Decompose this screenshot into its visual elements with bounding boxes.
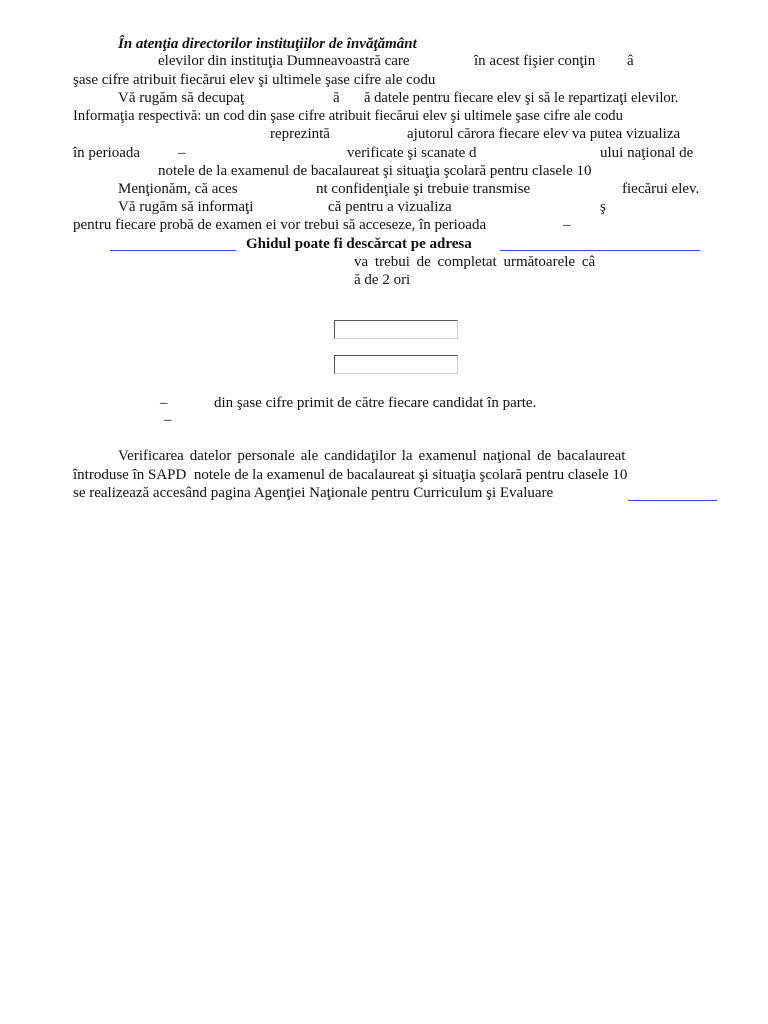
document-heading: În atenţia directorilor instituţiilor de învăţământ bbox=[118, 36, 417, 52]
text-line: ă bbox=[333, 90, 340, 106]
text-line: verificate şi scanate d bbox=[347, 145, 477, 161]
guide-link-underline-left[interactable] bbox=[110, 250, 236, 251]
text-line: ului naţional de bbox=[600, 145, 694, 161]
text-line: â bbox=[627, 53, 634, 69]
text-line: elevilor din instituţia Dumneavoastră care bbox=[158, 53, 410, 69]
text-line: în perioada bbox=[73, 145, 141, 161]
guide-download-text: Ghidul poate fi descărcat pe adresa bbox=[246, 236, 472, 252]
text-line: Verificarea datelor personale ale candidaţilor la examenul naţional de bacalaureat bbox=[118, 448, 626, 464]
text-line: din şase cifre primit de către fiecare candidat în parte. bbox=[214, 395, 537, 411]
text-line: ă datele pentru fiecare elev şi să le repartizaţi elevilor. bbox=[364, 90, 679, 106]
text-line: fiecărui elev. bbox=[622, 181, 700, 197]
text-line: Menţionăm, că aces bbox=[118, 181, 238, 197]
text-line: că pentru a vizualiza bbox=[328, 199, 452, 215]
text-line: întroduse în SAPD notele de la examenul de bacalaureat şi situaţia şcolară pentru clasele 10 bbox=[73, 467, 628, 483]
text-line: Vă rugăm să informaţi bbox=[118, 199, 254, 215]
text-line: – bbox=[563, 217, 571, 233]
text-line: Informaţia respectivă: un cod din şase cifre atribuit fiecărui elev şi ultimele şase cifre ale codu bbox=[73, 108, 623, 124]
text-line: ă de 2 ori bbox=[354, 272, 411, 288]
text-line: nt confidenţiale şi trebuie transmise bbox=[316, 181, 531, 197]
text-line: ş bbox=[600, 199, 606, 215]
text-line: notele de la examenul de bacalaureat şi situaţia şcolară pentru clasele 10 bbox=[158, 163, 592, 179]
text-line: – bbox=[164, 412, 172, 428]
text-line: se realizează accesând pagina Agenţiei Naţionale pentru Curriculum şi Evaluare bbox=[73, 485, 554, 501]
text-line: în acest fişier conţin bbox=[474, 53, 596, 69]
evaluation-page-link[interactable] bbox=[628, 500, 717, 501]
code-input-field-1[interactable] bbox=[334, 320, 458, 339]
code-input-field-2[interactable] bbox=[334, 355, 458, 374]
text-line: reprezintă bbox=[270, 126, 330, 142]
guide-address-link[interactable] bbox=[500, 250, 700, 251]
text-line: ajutorul cărora fiecare elev va putea vizualiza bbox=[407, 126, 681, 142]
text-line: va trebui de completat următoarele câ bbox=[354, 254, 596, 270]
text-line: şase cifre atribuit fiecărui elev şi ultimele şase cifre ale codu bbox=[73, 72, 436, 88]
text-line: – bbox=[160, 395, 168, 411]
text-line: Vă rugăm să decupaţ bbox=[118, 90, 245, 106]
text-line: pentru fiecare probă de examen ei vor trebui să acceseze, în perioada bbox=[73, 217, 487, 233]
text-line: – bbox=[178, 145, 186, 161]
